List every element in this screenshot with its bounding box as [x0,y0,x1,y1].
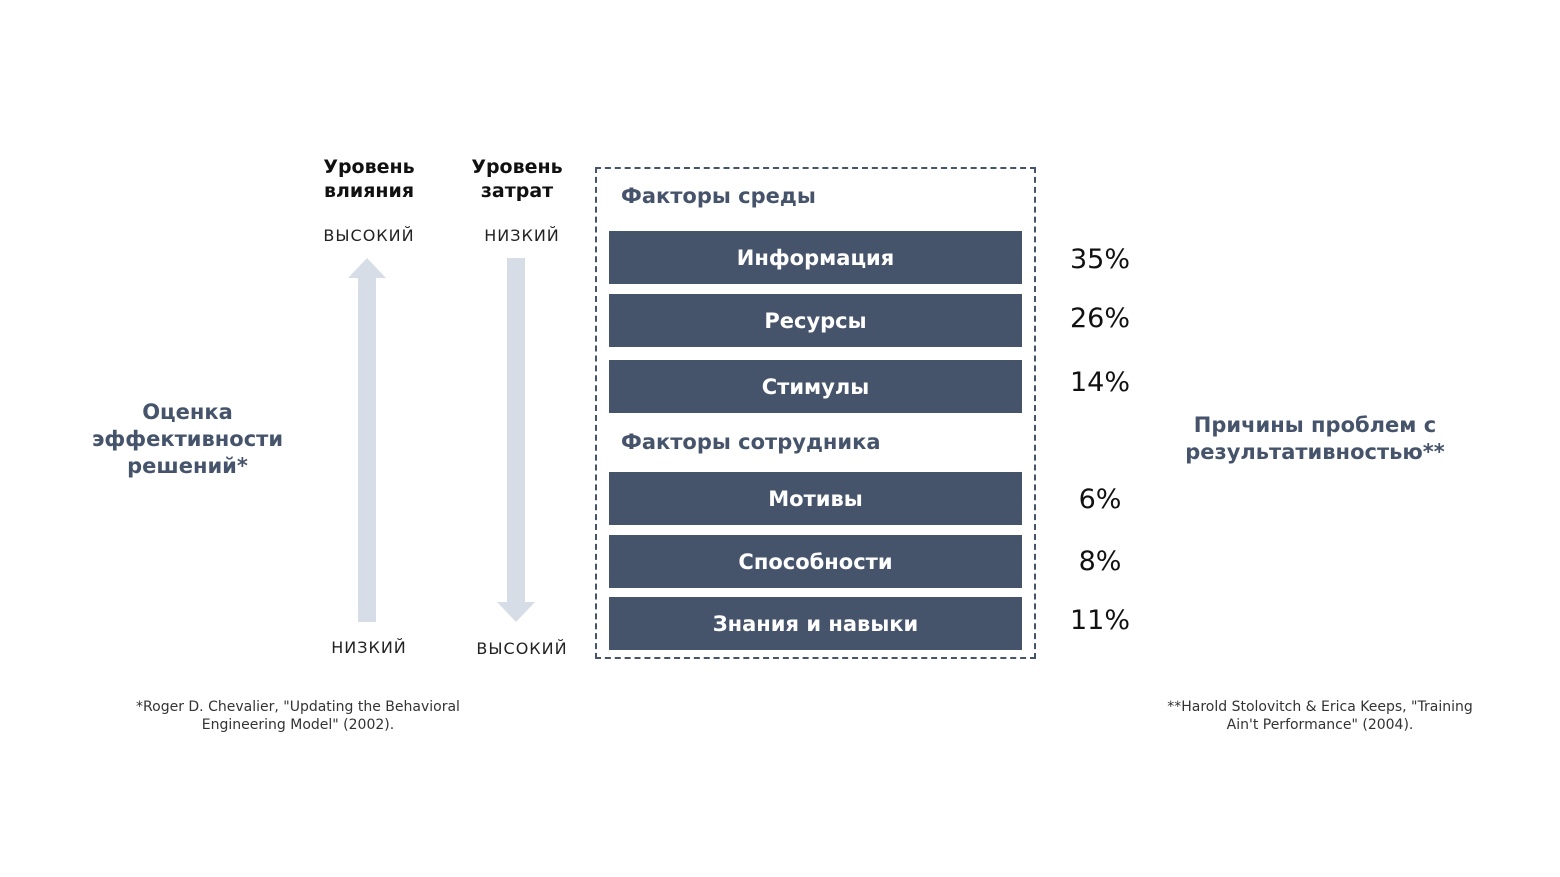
down-arrow-icon [495,256,537,624]
cost-top-label: НИЗКИЙ [484,226,560,245]
right-side-title: Причины проблем с результативностью** [1185,413,1445,464]
factor-resources: Ресурсы [609,294,1022,347]
left-side-title: Оценка эффективности решений* [91,400,284,478]
cost-bottom-label: ВЫСОКИЙ [476,639,568,658]
up-arrow-icon [346,256,388,624]
factor-motives: Мотивы [609,472,1022,525]
percent-information: 35% [1069,244,1130,275]
influence-header: Уровень влияния [323,156,415,202]
influence-bottom-label: НИЗКИЙ [331,638,407,657]
factor-knowledge-skills: Знания и навыки [609,597,1022,650]
footnote-left: *Roger D. Chevalier, "Updating the Behavioral Engineering Model" (2002). [136,699,460,733]
percent-abilities: 8% [1078,546,1122,577]
factor-information: Информация [609,231,1022,284]
environment-factors-title: Факторы среды [621,184,816,208]
factor-abilities: Способности [609,535,1022,588]
percent-incentives: 14% [1069,367,1130,398]
percent-motives: 6% [1078,484,1122,515]
percent-resources: 26% [1069,303,1130,334]
influence-top-label: ВЫСОКИЙ [323,226,415,245]
employee-factors-title: Факторы сотрудника [621,430,881,454]
footnote-right: **Harold Stolovitch & Erica Keeps, "Training Ain't Performance" (2004). [1167,699,1473,733]
percent-knowledge-skills: 11% [1069,605,1130,636]
cost-header: Уровень затрат [471,156,563,202]
factor-incentives: Стимулы [609,360,1022,413]
